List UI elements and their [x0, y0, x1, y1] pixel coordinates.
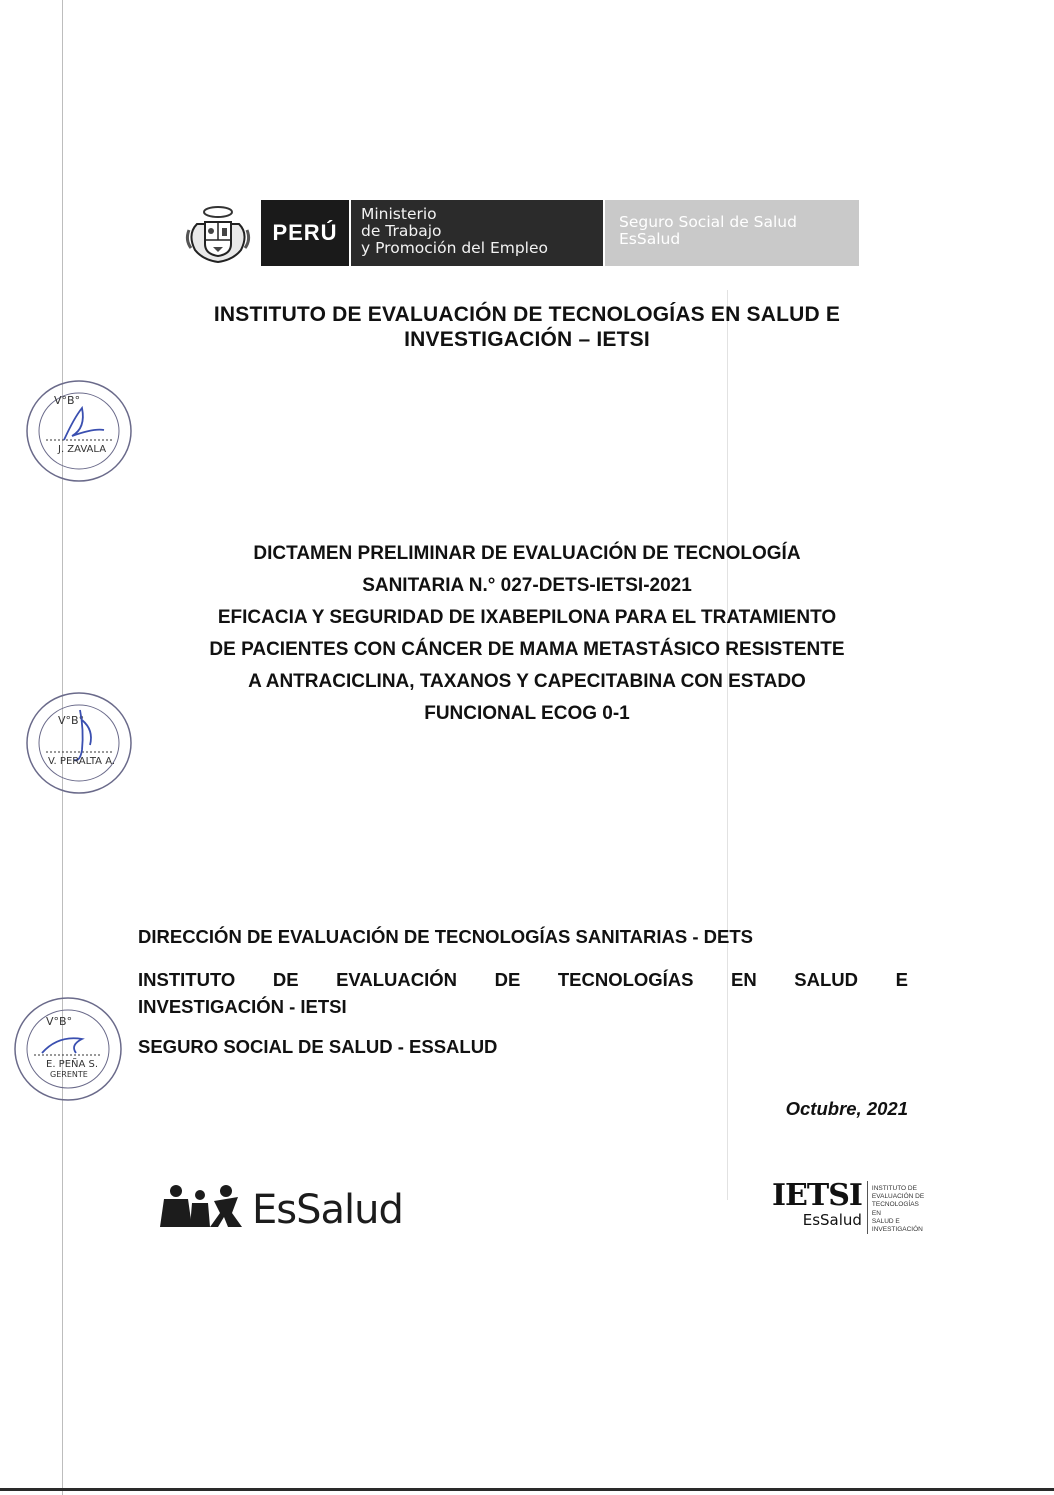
ministry-label: Ministerio de Trabajo y Promoción del Empleo	[349, 200, 603, 266]
svg-text:V°B°: V°B°	[58, 714, 85, 727]
svg-text:V°B°: V°B°	[54, 394, 81, 407]
essalud-footer-logo: EsSalud	[158, 1183, 403, 1233]
ietsi-tagline: INSTITUTO DE EVALUACIÓN DE TECNOLOGÍAS EN SALUD E INVESTIGACIÓN	[871, 1185, 925, 1234]
scan-fold-line	[727, 290, 728, 1200]
peru-coat-of-arms-icon	[183, 200, 253, 266]
essalud-label: SEGURO SOCIAL DE SALUD - ESSALUD	[138, 1036, 498, 1057]
dets-label: DIRECCIÓN DE EVALUACIÓN DE TECNOLOGÍAS SANITARIAS - DETS	[138, 926, 753, 947]
institute-title: INSTITUTO DE EVALUACIÓN DE TECNOLOGÍAS EN SALUD E INVESTIGACIÓN – IETSI	[213, 303, 841, 351]
ietsi-label: INSTITUTO DE EVALUACIÓN DE TECNOLOGÍAS EN SALUD E INVESTIGACIÓN - IETSI	[138, 969, 908, 1017]
dictamen-title: DICTAMEN PRELIMINAR DE EVALUACIÓN DE TECNOLOGÍA SANITARIA N.° 027-DETS-IETSI-2021 EFICACIA Y SEGURIDAD DE IXABEPILONA PARA EL TRATAMIENTO DE PACIENTES CON CÁNCER DE MAMA METASTÁSICO RESISTENTE A ANTRACICLINA, TAXANOS Y CAPECITABINA CON ESTADO FUNCIONAL ECOG 0-1	[209, 543, 845, 724]
seal-peralta-stamp-icon	[24, 690, 134, 796]
seal-pena-stamp-icon	[12, 995, 124, 1103]
government-logo-bar	[183, 200, 859, 266]
svg-text:GERENTE: GERENTE	[50, 1070, 88, 1079]
ietsi-footer-logo: IETSI EsSalud INSTITUTO DE EVALUACIÓN DE TECNOLOGÍAS EN SALUD E INVESTIGACIÓN	[772, 1178, 925, 1234]
document-date: Octubre, 2021	[785, 1098, 908, 1119]
peru-label: PERÚ	[261, 200, 349, 266]
family-figures-icon	[158, 1183, 248, 1233]
svg-text:V. PERALTA A.: V. PERALTA A.	[48, 756, 116, 767]
svg-text:V°B°: V°B°	[46, 1015, 73, 1028]
seal-zavala-stamp-icon	[24, 378, 134, 484]
svg-text:E. PEÑA S.: E. PEÑA S.	[46, 1059, 99, 1070]
bottom-edge-line	[0, 1488, 1054, 1491]
svg-text:J. ZAVALA: J. ZAVALA	[58, 444, 107, 455]
seguro-social-label: Seguro Social de Salud EsSalud	[605, 200, 859, 266]
